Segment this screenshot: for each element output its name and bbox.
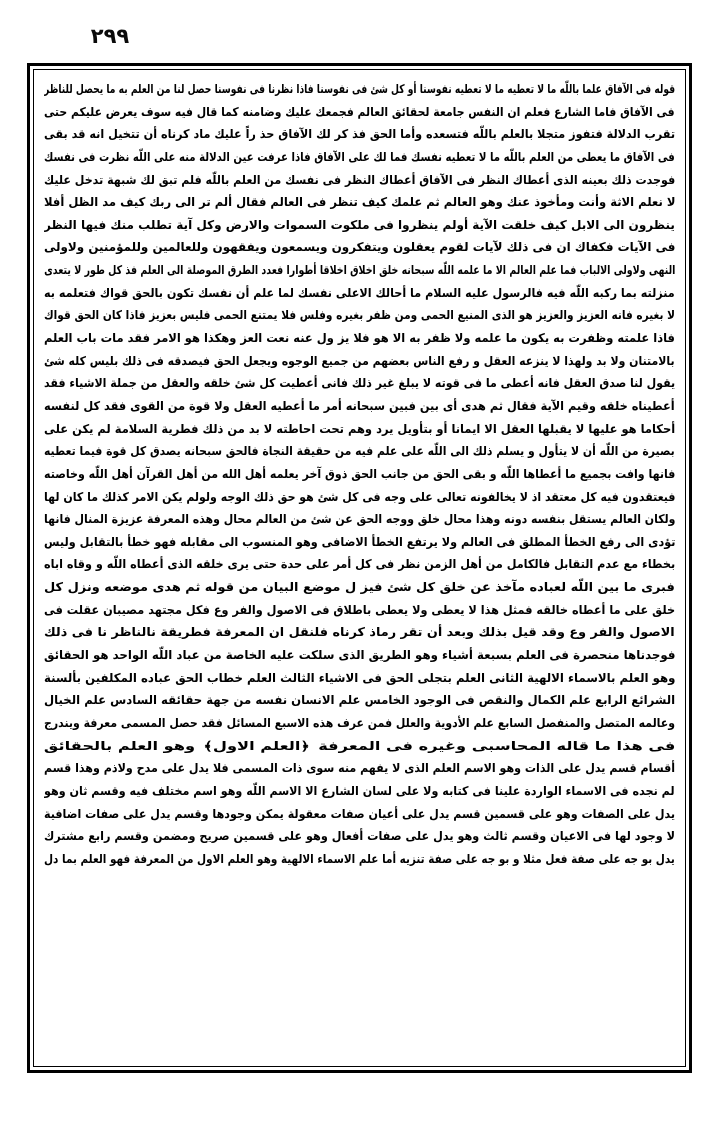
text-line-content: خلق على ما أعطاه خالقه فمثل هذا لا يعطى ولا يعطى باطلاق فى الاصول والفر وع فكل مجتهد مصيبان عقلت فى — [44, 602, 675, 617]
text-line — [44, 146, 675, 169]
text-line — [44, 169, 675, 192]
text-line-content: لا بغيره فانه العزيز والعزيز هو الذى المنيع الحمى ومن ظفر بغيره وفلس فلا يمتنع الحمى فليس بعزيز فاذا كان الحق قواك — [44, 308, 675, 323]
text-line-content: بخطاء مع عدم التقابل فالكامل من أهل الزمن نظر فى كل أمر على حدة حتى يرى خلقه الذى أعطاه اللّه و وقاه اباه — [44, 557, 675, 572]
text-line-content: فوجدناها منحصرة فى العلم بسبعة أشياء وهو الطريق الذى سلكت عليه الخاصة من عباد اللّه الواحد هو الحقائق — [44, 648, 675, 663]
text-line — [44, 236, 675, 259]
text-line — [44, 599, 675, 622]
text-line — [44, 508, 675, 531]
text-line — [44, 304, 675, 327]
text-line — [44, 372, 675, 395]
text-line-content: الاصول والفر وع وقد قيل بذلك وبعد أن تقر رماذ كرناه فلنقل ان المعرفة فطريقة نالناظر نا فى ذلك — [44, 625, 675, 640]
heading-preceding-text: فى هذا ما قاله المحاسبى وغيره فى المعرفة — [312, 738, 675, 753]
text-line-content: فى الآفاق ما يعطى من العلم باللّه ما لا تعطيه نفسك فما لك على الآفاق فاذا عرفت عين الدلالة منه على اللّه نظرت فى نفسك — [44, 149, 675, 164]
text-line-content: بصيرة من اللّه أن لا يتأول و يسلم ذلك الى اللّه على علم فيه من حقيقة النجاة فالحق سبحانه يصدق كل قوة فيما تعطيه — [44, 444, 675, 459]
text-line — [44, 712, 675, 735]
text-line-content: فيعتقدون فيه كل معتقد اذ لا يخالفونه تعالى على وجه فى كل شئ هو حق ذلك الوجه ولولم يكن الامر كذلك ما كان لها — [44, 489, 675, 504]
heading-following-text: وهو العلم بالحقائق — [44, 738, 201, 753]
text-line-content: تقرب الدلالة فتفوز متجلا بالعلم باللّه فتسعده وأما الحق فذ كر لك الآفاق حذ راً عليك ماد كرناه أن تتخيل انه قد بقى — [44, 127, 675, 142]
text-line-content: فانها وافت بجميع ما أعطاها اللّه و بقى الحق من جانب الحق ذوق آخر يعلمه أهل الله من أهل القرآن أهل اللّه وخاصته — [44, 466, 675, 481]
text-line — [44, 667, 675, 690]
text-line-content: يدل على الصفات وهو على قسمين قسم يدل على أعيان صفات معقولة يمكن وجودها وقسم يدل على صفات اضافية — [44, 806, 675, 821]
text-line — [44, 780, 675, 803]
text-line-content: فوجدت ذلك بعينه الذى أعطاك النظر فى الآفاق أعطاك النظر فى نفسك من العلم باللّه فلم تبق لك شبهة تدخل عليك — [44, 172, 675, 187]
text-line — [44, 440, 675, 463]
text-line-content: يقول لنا صدق العقل فانه أعطى ما فى قوته لا يبلغ غير ذلك فانى أعطيت كل شئ خلقه والعقل من جملة الاشياء فقد — [44, 376, 675, 391]
text-line — [44, 214, 675, 237]
text-line — [44, 621, 675, 644]
text-line — [44, 123, 675, 146]
text-line-content: منزلته بما ركبه اللّه فيه فالرسول عليه السلام ما أحالك الاعلى نفسك لما علم أن نفسك تكون بالحق قواك فتعلمه به — [44, 285, 675, 300]
text-line — [44, 78, 675, 101]
text-line-content: فبرى ما بين اللّه لعباده مآخذ عن خلق كل شئ فيز ل موضع البيان من قوله ثم هدى موضعه ونزل كل — [44, 580, 675, 595]
text-line-content: فاذا علمته وظفرت به يكون ما علمه ولا ظفر به الا هو فلا يز ول عنه نعت العز وهكذا هو الامر فقد مات باب العلم — [44, 331, 675, 346]
text-line — [44, 689, 675, 712]
text-line-content: وهو العلم بالاسماء الالهية الثانى العلم بتجلى الحق فى الاشياء الثالث العلم خطاب الحق عباده المكلفين بألسنة — [44, 670, 675, 685]
text-line-content: ولكان العالم يستقل بنفسه دونه وهذا محال خلق ووجه الحق عن شئ من العالم محال وهذه المعرفة عزيزة المنال فانها — [44, 512, 675, 527]
text-line-content — [44, 735, 675, 758]
text-line-content: لم نجده فى الاسماء الواردة علينا فى كتابه ولا على لسان الشارع الا الاسم اللّه وهو اسم مختلف فيه وقسم ثان وهو — [44, 783, 675, 798]
text-line — [44, 644, 675, 667]
text-line — [44, 418, 675, 441]
text-line-content: لا وجود لها فى الاعيان وقسم ثالث وهو يدل على صفات أفعال وهو على قسمين صريح ومضمن وقسم رابع مشترك — [44, 829, 675, 844]
text-line — [44, 848, 675, 871]
text-line-content: بالامتنان ولا بد ولهذا لا ينزعه العقل و رفع الناس بعضهم من جميع الوجوه ويجعل الحق فيصدقه فى ذلك بليس كله شئ — [44, 353, 675, 368]
page-number: ٢٩٩ — [90, 24, 130, 48]
text-line-content: يدل بو جه على صفة فعل مثلا و بو جه على صفة تنزيه أما علم الاسماء الالهية وهو العلم الاول من المعرفة فهو العلم بما دل — [44, 851, 675, 866]
text-line — [44, 803, 675, 826]
text-line — [44, 282, 675, 305]
text-line — [44, 350, 675, 373]
text-line — [44, 531, 675, 554]
text-line-content: فى الآيات فكفاك ان فى ذلك لآيات لقوم يعقلون ويتفكرون ويسمعون ويفقهون وللعالمين وللمؤمنين ولاولى — [44, 240, 675, 255]
text-line — [44, 259, 675, 282]
text-line-content: الشرائع الرابع علم الكمال والنقص فى الوجود الخامس علم الانسان نفسه من جهة حقائقه السادس علم الخيال — [44, 693, 675, 708]
text-line-content: أعطيناه خلقه وقيم الآية فقال ثم هدى أى بين فبين سبحانه أمر ما أعطيه العقل ولا قوة من القوى فقد كل لنفسه — [44, 398, 675, 413]
text-line — [44, 735, 675, 758]
text-line-content: لا نعلم الاثة وأنت ومأخوذ عنك وهو العالم ثم علمك كيف تنظر فى العالم فقال ألم تر الى ربك كيف مد الظل أفلا — [44, 195, 675, 210]
text-line-content: أقسام قسم يدل على الذات وهو الاسم العلم الذى لا يفهم منه سوى ذات المسمى فلا يدل على مدح ولاذم وهذا قسم — [44, 761, 675, 776]
text-line — [44, 327, 675, 350]
text-line-content: أحكاما هو عليها لا يقبلها العقل الا ايمانا أو بتأويل يرد وهم تحت احاطته لا بد من ذلك فطرية السلامة لم يكن على — [44, 421, 675, 436]
text-line-content: قوله فى الآفاق علما باللّه ما لا تعطيه ما لا تعطيه نفوسنا أو كل شئ فى نفوسنا فاذا نظرنا فى نفوسنا حصل لنا من العلم به ما يحصل للناظر — [44, 82, 675, 96]
text-line — [44, 486, 675, 509]
text-line — [44, 576, 675, 599]
text-line — [44, 825, 675, 848]
text-line-content: تؤدى الى رفع الخطأ المطلق فى العالم ولا يرتفع الخطأ الاضافى وهو المنسوب الى مقابله فهو خطأ بالتقابل وليس — [44, 534, 675, 549]
text-line — [44, 191, 675, 214]
text-block — [40, 76, 679, 1060]
text-line-content: ينظرون الى الابل كيف خلقت الآية أولم ينظروا فى ملكوت السموات والارض وكل آية تطلب منك فيها النظر — [44, 217, 675, 232]
text-line-content: فى الآفاق فاما الشارع فعلم ان النفس جامعة لحقائق العالم فجمعك عليك وضامنه كما قال فيه سوف يعرض عليكم حتى — [44, 104, 675, 119]
text-line-content: وعالمه المتصل والمنفصل السابع علم الأدوية والعلل فمن عرف هذه الاسبع المسائل فقد حصل المسمى معرفة ويندرج — [44, 715, 675, 730]
text-line — [44, 101, 675, 124]
text-line-content: النهى ولاولى الالباب فما علم العالم الا ما علمه اللّه سبحانه خلق اخلاق اخلاقا أطوارا فعدد الطرق الموصلة الى العلم فذ كل طور لا يتعدى — [44, 263, 675, 278]
text-line — [44, 553, 675, 576]
text-line — [44, 463, 675, 486]
section-heading: ﴿العلم الاول﴾ — [203, 738, 310, 753]
text-line — [44, 395, 675, 418]
text-line — [44, 757, 675, 780]
